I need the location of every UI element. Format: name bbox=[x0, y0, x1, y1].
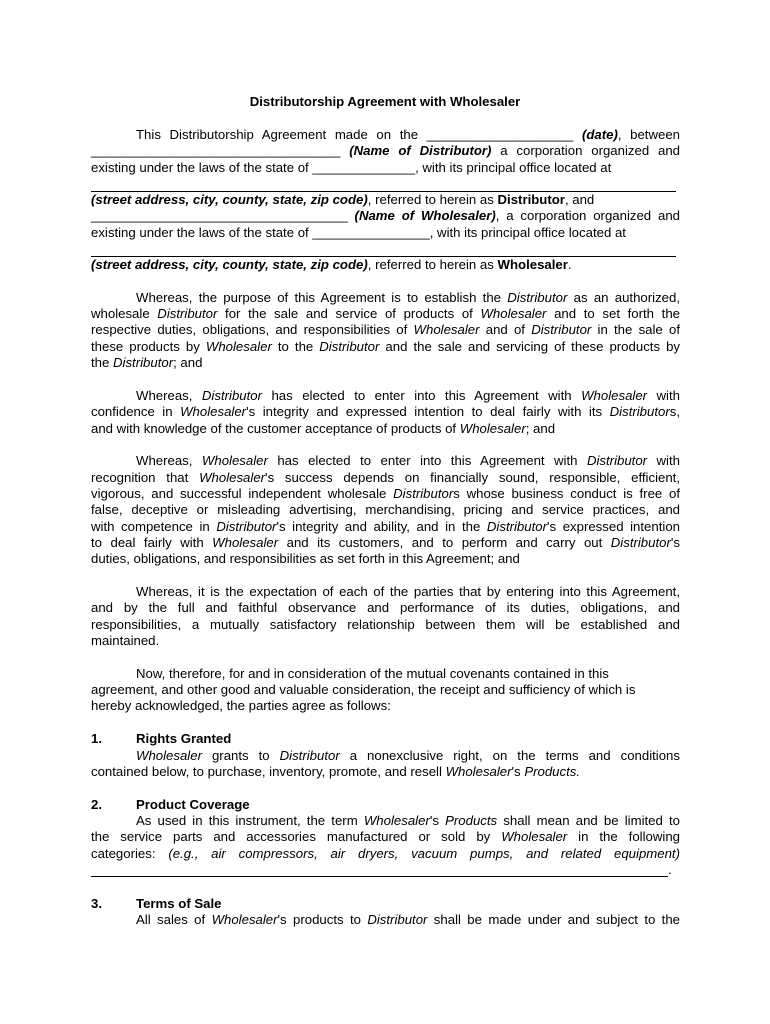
address-placeholder: (street address, city, county, state, zip code) bbox=[91, 192, 368, 207]
text: and to set forth the bbox=[546, 306, 680, 321]
text: a nonexclusive right, on the terms and conditions bbox=[339, 748, 680, 763]
document-title: Distributorship Agreement with Wholesaler bbox=[249, 94, 521, 109]
text: . bbox=[567, 257, 572, 272]
text: ; and bbox=[525, 421, 556, 436]
term: Wholesaler bbox=[199, 470, 266, 485]
text: This Distributorship Agreement made on the ____________________ bbox=[136, 127, 582, 142]
text: the service parts and accessories manufactured or sold by bbox=[91, 829, 502, 844]
whereas4-line-1: Whereas, it is the expectation of each of the parties that by entering into this Agreement, bbox=[136, 584, 680, 599]
whereas1-line-4 bbox=[91, 339, 680, 355]
text: and the sale and servicing of these products by bbox=[379, 339, 681, 354]
term: Distributor bbox=[201, 388, 262, 403]
now-line-1: Now, therefore, for and in consideration of the mutual covenants contained in this bbox=[136, 666, 609, 681]
text: 's integrity and ability, and in the bbox=[276, 519, 487, 534]
term: Wholesaler bbox=[413, 322, 480, 337]
whereas3-line-6 bbox=[91, 535, 680, 551]
intro-line-1 bbox=[91, 127, 680, 143]
text: has elected to enter into this Agreement with bbox=[267, 453, 587, 468]
text: and with knowledge of the customer acceptance of products of bbox=[91, 421, 460, 436]
term: Distributor bbox=[609, 404, 670, 419]
address-placeholder: (street address, city, county, state, zip code) bbox=[91, 257, 368, 272]
text: 's products to bbox=[277, 912, 368, 927]
text: a corporation organized and bbox=[491, 143, 680, 158]
whereas2-line-3 bbox=[91, 421, 680, 437]
text: respective duties, obligations, and responsibilities of bbox=[91, 322, 414, 337]
text: , a corporation organized and bbox=[495, 208, 680, 223]
text: , between bbox=[617, 127, 680, 142]
whereas4-line-2: and by the full and faithful observance and performance of its duties, obligations, and bbox=[91, 600, 680, 615]
section-1-heading: Rights Granted bbox=[136, 731, 232, 746]
categories-placeholder: (e.g., air compressors, air dryers, vacuum pumps, and related equipment) bbox=[168, 846, 680, 861]
blank: ___________________________________ bbox=[91, 208, 355, 223]
term: Wholesaler bbox=[212, 535, 279, 550]
text: All sales of bbox=[136, 912, 212, 927]
intro-line-5 bbox=[91, 208, 680, 224]
text: in the sale of bbox=[591, 322, 680, 337]
whereas3-line-5 bbox=[91, 519, 680, 535]
whereas3-line-7: duties, obligations, and responsibilities as set forth in this Agreement; and bbox=[91, 551, 520, 566]
text: , and bbox=[564, 192, 595, 207]
text: and of bbox=[479, 322, 532, 337]
wholesaler-term: Wholesaler bbox=[497, 257, 568, 272]
term: Distributor bbox=[393, 486, 454, 501]
section-3-number: 3. bbox=[91, 896, 102, 911]
term: Wholesaler bbox=[211, 912, 278, 927]
text: to the bbox=[271, 339, 320, 354]
term: Distributor bbox=[531, 322, 592, 337]
whereas3-line-2 bbox=[91, 470, 680, 486]
term: Distributor bbox=[367, 912, 428, 927]
term: Wholesaler bbox=[459, 421, 526, 436]
whereas1-line-5 bbox=[91, 355, 680, 371]
text: , referred to herein as bbox=[367, 192, 498, 207]
whereas2-line-2 bbox=[91, 404, 680, 420]
distributor-term: Distributor bbox=[497, 192, 565, 207]
text: s, bbox=[669, 404, 680, 419]
blank: __________________________________ bbox=[91, 143, 350, 158]
section-1-line-1 bbox=[91, 748, 680, 764]
text: contained below, to purchase, inventory, promote, and resell bbox=[91, 764, 446, 779]
term: Distributor bbox=[157, 306, 218, 321]
term: Wholesaler bbox=[136, 748, 202, 763]
section-2-line-1 bbox=[91, 813, 680, 829]
term: Wholesaler bbox=[445, 764, 512, 779]
text: 's bbox=[511, 764, 525, 779]
term: Wholesaler bbox=[581, 388, 648, 403]
intro-line-7 bbox=[91, 257, 680, 273]
term: Distributor bbox=[279, 748, 340, 763]
text: 's integrity and expressed intention to deal fairly with its bbox=[246, 404, 610, 419]
intro-line-2 bbox=[91, 143, 680, 159]
text: confidence in bbox=[91, 404, 181, 419]
term: Distributor bbox=[486, 519, 547, 534]
section-2-heading: Product Coverage bbox=[136, 797, 250, 812]
text: ; and bbox=[173, 355, 203, 370]
distributor-name-placeholder: (Name of Distributor) bbox=[349, 143, 492, 158]
term: Products bbox=[524, 764, 577, 779]
text: 's expressed intention bbox=[546, 519, 680, 534]
section-1-number: 1. bbox=[91, 731, 102, 746]
blank-line bbox=[91, 876, 668, 877]
text: 's bbox=[670, 535, 680, 550]
text: these products by bbox=[91, 339, 206, 354]
text: in the following bbox=[567, 829, 680, 844]
text: shall mean and be limited to bbox=[497, 813, 680, 828]
text: , referred to herein as bbox=[367, 257, 498, 272]
date-placeholder: (date) bbox=[581, 127, 618, 142]
section-2-line-end: . bbox=[668, 862, 672, 877]
term: Wholesaler bbox=[201, 453, 268, 468]
wholesaler-name-placeholder: (Name of Wholesaler) bbox=[354, 208, 496, 223]
text: with bbox=[647, 453, 680, 468]
term: Distributor bbox=[586, 453, 648, 468]
section-3-heading: Terms of Sale bbox=[136, 896, 222, 911]
text: with competence in bbox=[91, 519, 217, 534]
term: Wholesaler bbox=[480, 306, 547, 321]
text: the bbox=[91, 355, 113, 370]
text: Whereas, bbox=[136, 388, 202, 403]
term: Distributor bbox=[610, 535, 671, 550]
section-3-line-1 bbox=[91, 912, 680, 928]
whereas1-line-2 bbox=[91, 306, 680, 322]
whereas3-line-1 bbox=[91, 453, 680, 469]
whereas2-line-1 bbox=[91, 388, 680, 404]
text: Whereas, the purpose of this Agreement is to establish the bbox=[136, 290, 508, 305]
term: Distributor bbox=[113, 355, 174, 370]
text: grants to bbox=[201, 748, 280, 763]
term: Wholesaler bbox=[205, 339, 272, 354]
whereas4-line-4: maintained. bbox=[91, 633, 160, 648]
term: Distributor bbox=[319, 339, 380, 354]
text: to deal fairly with bbox=[91, 535, 213, 550]
whereas1-line-1 bbox=[91, 290, 680, 306]
text: 's bbox=[429, 813, 446, 828]
text: As used in this instrument, the term bbox=[136, 813, 364, 828]
text: Whereas, bbox=[136, 453, 202, 468]
section-2-line-3 bbox=[91, 846, 680, 862]
text: 's success depends on financially sound, responsible, efficient, bbox=[265, 470, 680, 485]
text: as an authorized, bbox=[567, 290, 680, 305]
now-line-2: agreement, and other good and valuable consideration, the receipt and sufficiency of which is bbox=[91, 682, 636, 697]
term: Wholesaler bbox=[180, 404, 247, 419]
whereas1-line-3 bbox=[91, 322, 680, 338]
text: vigorous, and successful independent wholesale bbox=[91, 486, 394, 501]
intro-line-3: existing under the laws of the state of ______________, with its principal office located at bbox=[91, 160, 612, 175]
intro-line-6: existing under the laws of the state of ________________, with its principal office located at bbox=[91, 225, 626, 240]
text: . bbox=[576, 764, 581, 779]
section-2-number: 2. bbox=[91, 797, 102, 812]
text: s whose business conduct is free of bbox=[453, 486, 680, 501]
text: shall be made under and subject to the bbox=[427, 912, 681, 927]
text: recognition that bbox=[91, 470, 200, 485]
text: has elected to enter into this Agreement with bbox=[262, 388, 582, 403]
intro-line-4 bbox=[91, 192, 680, 208]
text: for the sale and service of products of bbox=[217, 306, 481, 321]
whereas3-line-4: false, deceptive or misleading advertising, merchandising, pricing and service practices, and bbox=[91, 502, 680, 517]
now-line-3: hereby acknowledged, the parties agree as follows: bbox=[91, 698, 391, 713]
term: Distributor bbox=[216, 519, 277, 534]
term: Products bbox=[445, 813, 498, 828]
text: and its customers, and to perform and carry out bbox=[278, 535, 611, 550]
term: Distributor bbox=[507, 290, 568, 305]
text: with bbox=[647, 388, 680, 403]
text: wholesale bbox=[91, 306, 158, 321]
term: Wholesaler bbox=[501, 829, 568, 844]
whereas4-line-3: responsibilities, a mutually satisfactory relationship between them will be established and bbox=[91, 617, 680, 632]
section-1-line-2 bbox=[91, 764, 680, 780]
section-2-line-2 bbox=[91, 829, 680, 845]
whereas3-line-3 bbox=[91, 486, 680, 502]
term: Wholesaler bbox=[363, 813, 430, 828]
text: categories: bbox=[91, 846, 169, 861]
